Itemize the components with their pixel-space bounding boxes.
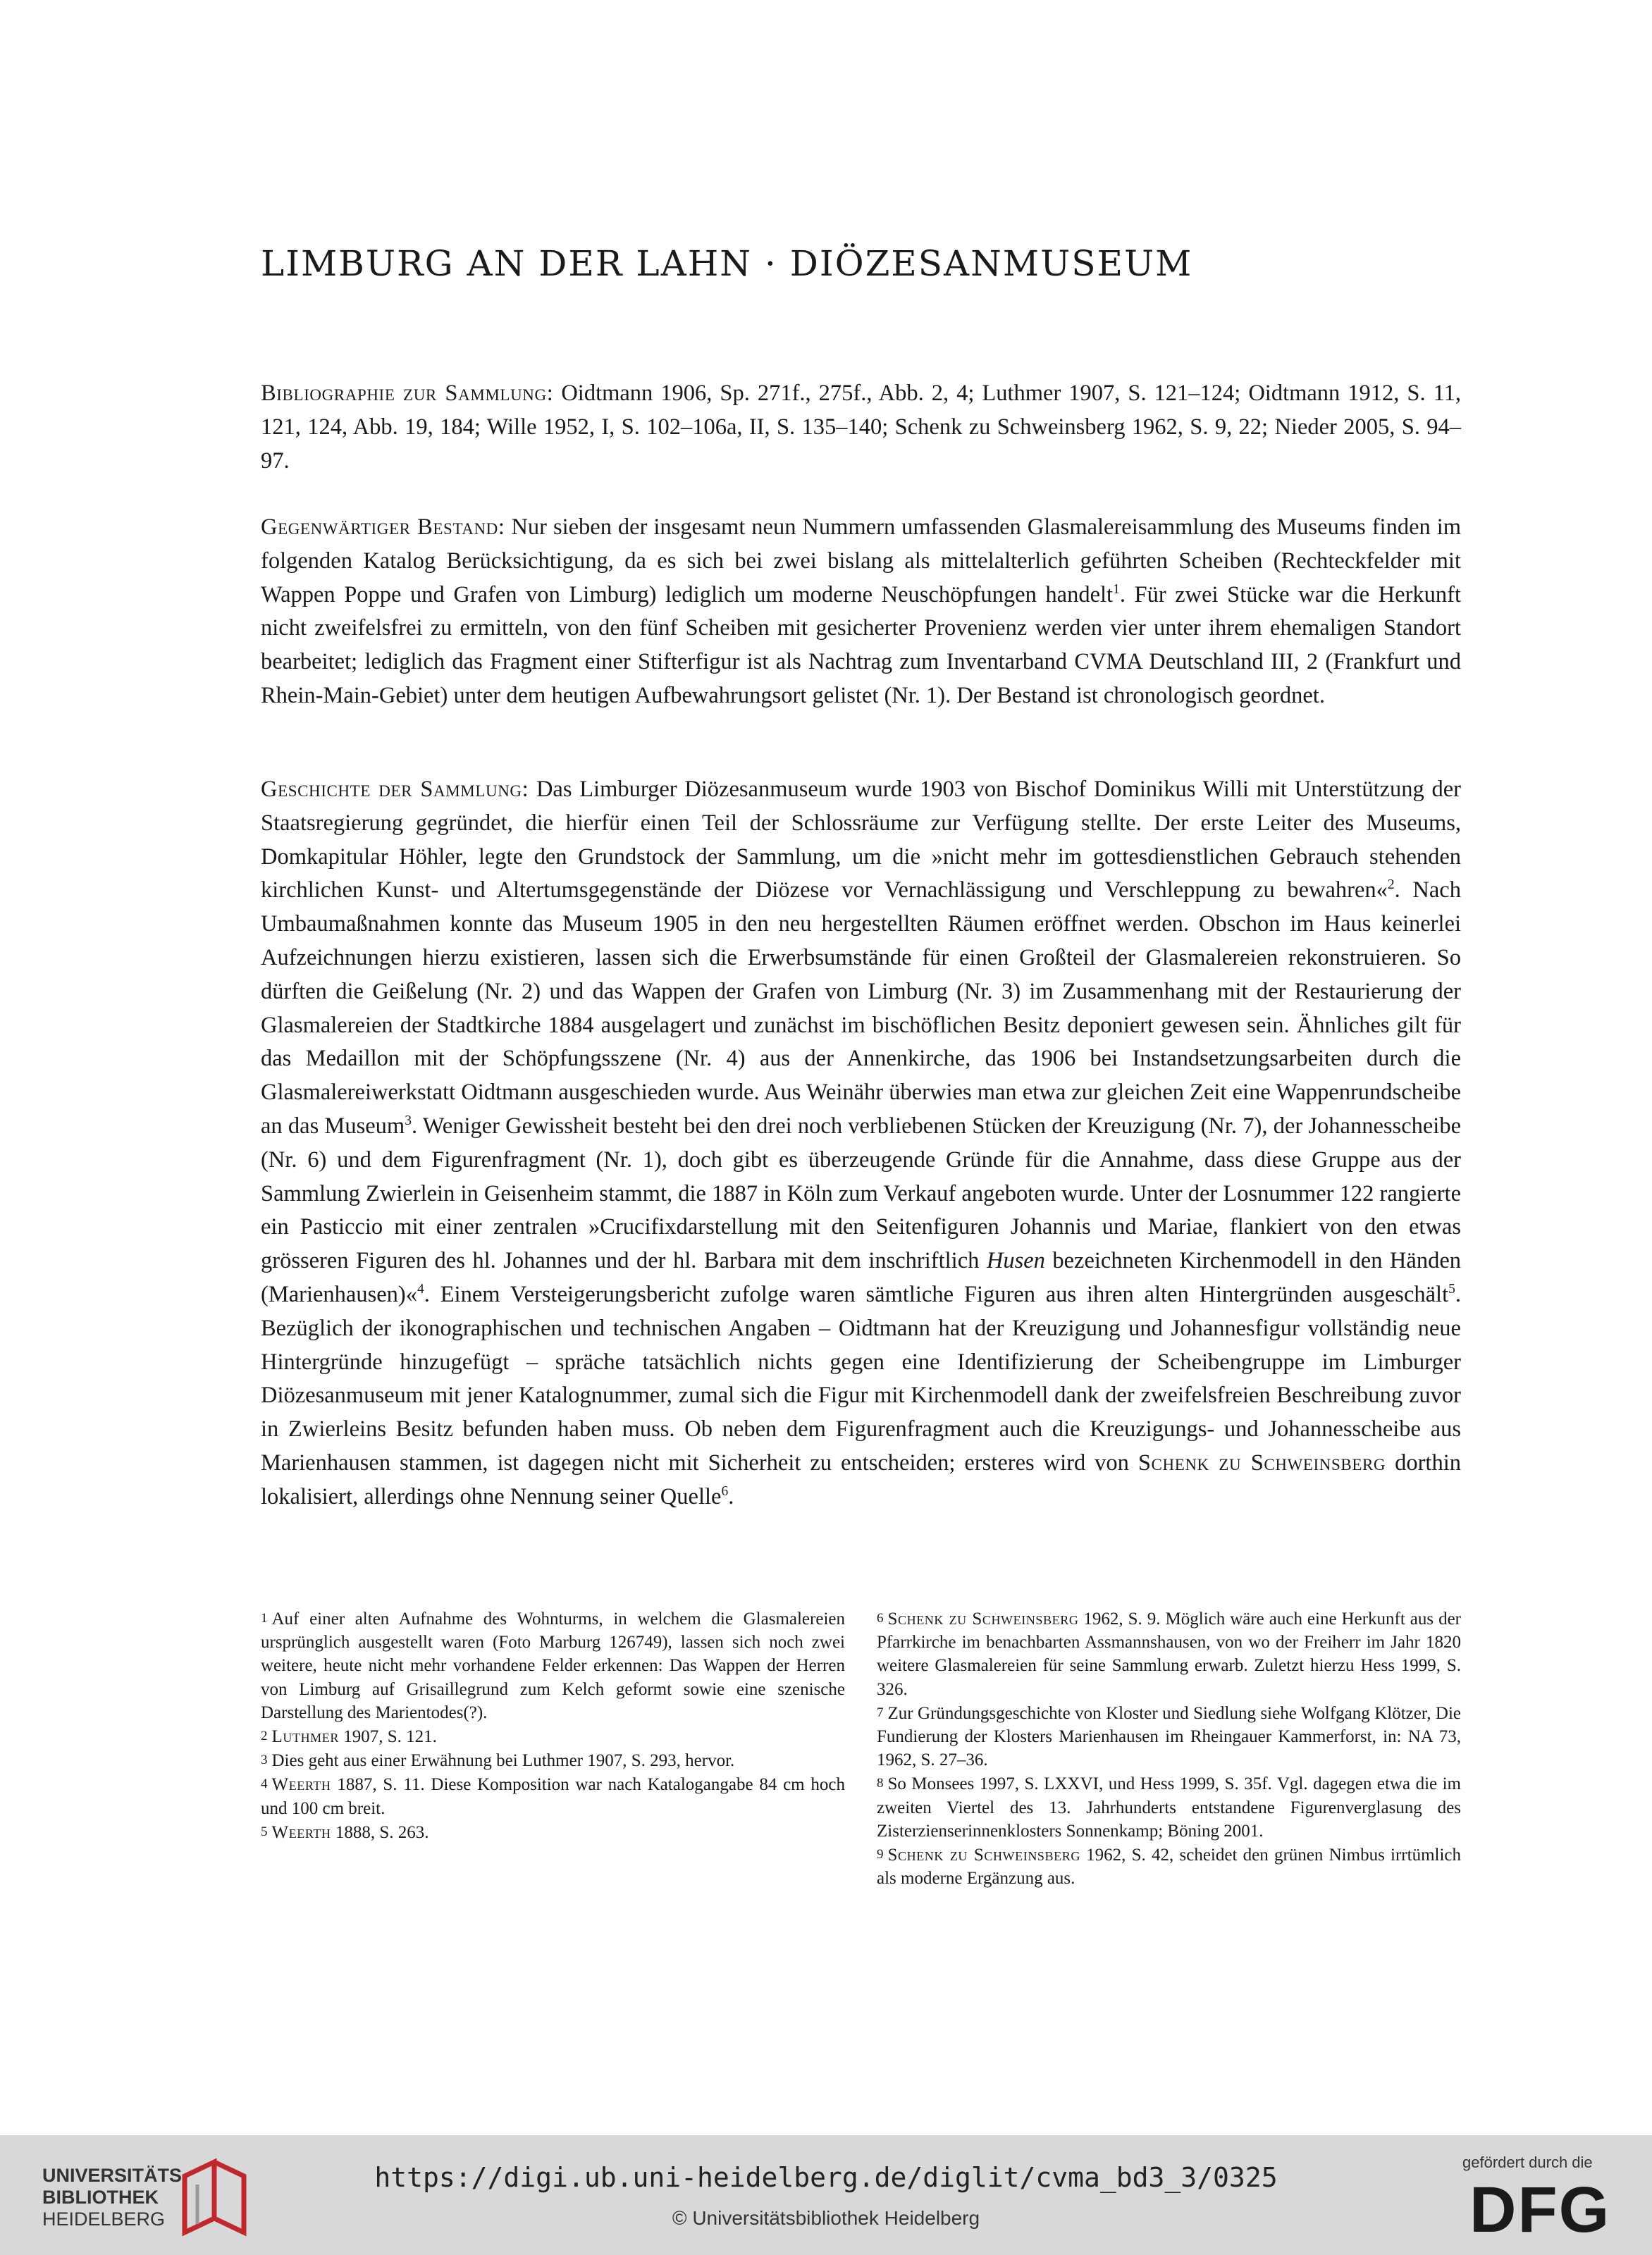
footnote-text: So Monsees 1997, S. LXXVI, und Hess 1999, S. 35f. Vgl. dagegen etwa die im zweiten Viertel des 13. Jahrhunderts entstandene Figurenverglasung des Zisterzienserinnenklosters Sonnenkamp; Böning 2001.	[877, 1774, 1461, 1841]
footnote	[877, 1843, 1461, 1890]
geschichte-text: Das Limburger Diözesanmuseum wurde 1903 von Bischof Dominikus Willi mit Unterstützung der Staatsregierung gegründet, die hierfür einen Teil der Schlossräume zur Verfügung stellte. Der erste Leiter des Museums, Domkapitular Höhler, legte den Grundstock der Sammlung, um die »nicht mehr im gottesdienstlichen Gebrauch stehenden kirchlichen Kunst- und Altertumsgegenstände der Diözese vor Vernachlässigung und Verschleppung zu bewahren«	[261, 777, 1461, 903]
footnote-ref[interactable]: 1	[1113, 581, 1120, 597]
footnote	[261, 1772, 845, 1820]
bibliography-label: Bibliographie zur Sammlung:	[261, 381, 554, 406]
footnote	[877, 1701, 1461, 1772]
footnote-number: 7	[877, 1705, 884, 1720]
footnote	[261, 1724, 845, 1748]
bibliography-text: Oidtmann 1906, Sp. 271f., 275f., Abb. 2, 4; Luthmer 1907, S. 121–124; Oidtmann 1912, S. 11, 121, 124, Abb. 19, 184; Wille 1952, I, S. 102–106a, II, S. 135–140; Schenk zu Schweinsberg 1962, S. 9, 22; Nieder 2005, S. 94–97.	[261, 381, 1461, 474]
geschichte-text: bezeichneten Kirchenmodell in den Händen (Marienhausen)«	[261, 1248, 1461, 1307]
logo-line: BIBLIOTHEK	[42, 2187, 159, 2208]
footnote-number: 5	[261, 1824, 268, 1839]
bestand-text: Nur sieben der insgesamt neun Nummern umfassenden Glasmalereisammlung des Museums finden im folgenden Katalog Berücksichtigung, da es sich bei zwei bislang als mittelalterlich geführten Scheiben (Rechteckfelder mit Wappen Poppe und Grafen von Limburg) lediglich um moderne Neuschöpfungen handelt	[261, 514, 1462, 607]
bestand-paragraph	[261, 511, 1461, 713]
footnote-text: 1962, S. 42, scheidet den grünen Nimbus irrtümlich als moderne Ergänzung aus.	[877, 1846, 1461, 1889]
document-url-link[interactable]: https://digi.ub.uni-heidelberg.de/diglit/cvma_bd3_3/0325	[374, 2162, 1278, 2193]
geschichte-paragraph	[261, 773, 1461, 1514]
footnote-text: 1907, S. 121.	[338, 1727, 437, 1747]
footnote-number: 3	[261, 1753, 268, 1768]
footnote-text: Dies geht aus einer Erwähnung bei Luthmer 1907, S. 293, hervor.	[271, 1751, 735, 1771]
bestand-text: . Für zwei Stücke war die Herkunft nicht zweifelsfrei zu ermitteln, von den fünf Scheiben mit gesicherter Provenienz werden vier unter ihrem ehemaligen Standort bearbeitet; lediglich das Fragment einer Stifterfigur ist als Nachtrag zum Inventarband CVMA Deutschland III, 2 (Frankfurt und Rhein-Main-Gebiet) unter dem heutigen Aufbewahrungsort gelistet (Nr. 1). Der Bestand ist chronologisch geordnet.	[261, 581, 1462, 708]
footnotes	[261, 1607, 1461, 1890]
footnote-text: Auf einer alten Aufnahme des Wohnturms, in welchem die Glasmalereien ursprünglich ausgestellt waren (Foto Marburg 126749), lassen sich noch zwei weitere, heute nicht mehr vorhandene Felder erkennen: Das Wappen der Herren von Limburg auf Grisaillegrund zum Kelch geformt sowie eine szenische Darstellung des Marientodes(?).	[261, 1610, 845, 1722]
geschichte-text: . Nach Umbaumaßnahmen konnte das Museum 1905 in den neu hergestellten Räumen eröffnet werden. Obschon im Haus keinerlei Aufzeichnungen hierzu existieren, lassen sich die Erwerbsumstände für einen Großteil der Glasmalereien rekonstruieren. So dürften die Geißelung (Nr. 2) und das Wappen der Grafen von Limburg (Nr. 3) im Zusammenhang mit der Restaurierung der Glasmalereien der Stadtkirche 1884 ausgelagert und zunächst im bischöflichen Besitz deponiert gewesen sein. Ähnliches gilt für das Medaillon mit der Schöpfungsszene (Nr. 4) aus der Annenkirche, das 1906 bei Instandsetzungsarbeiten durch die Glasmalereiwerkstatt Oidtmann ausgeschieden wurde. Aus Weinähr überwies man etwa zur gleichen Zeit eine Wappenrundscheibe an das Museum	[261, 877, 1461, 1139]
footnote-author: Schenk zu Schweinsberg	[887, 1610, 1079, 1629]
footnote	[877, 1772, 1461, 1843]
footnote-ref[interactable]: 2	[1387, 877, 1395, 893]
footnote-number: 9	[877, 1847, 884, 1862]
footnote-ref[interactable]: 5	[1448, 1282, 1455, 1297]
dfg-logo[interactable]: DFG	[1469, 2174, 1611, 2246]
logo-line: UNIVERSITÄTS-	[42, 2165, 189, 2186]
footnote	[261, 1748, 845, 1772]
logo-line: HEIDELBERG	[42, 2208, 166, 2230]
italic-word: Husen	[986, 1248, 1045, 1274]
geschichte-text: dorthin lokalisiert, allerdings ohne Nennung seiner Quelle	[261, 1450, 1461, 1509]
footnote-author: Weerth	[271, 1822, 331, 1842]
page-title: LIMBURG AN DER LAHN · DIÖZESANMUSEUM	[261, 243, 1193, 284]
author-name: Schenk zu Schweinsberg	[1138, 1450, 1386, 1476]
footnote-number: 4	[261, 1777, 268, 1792]
footnote-text: 1887, S. 11. Diese Komposition war nach Katalogangabe 84 cm hoch und 100 cm breit.	[261, 1775, 845, 1818]
footnote-ref[interactable]: 4	[417, 1282, 424, 1297]
footnote-ref[interactable]: 6	[721, 1483, 729, 1499]
geschichte-text: . Einem Versteigerungsbericht zufolge waren sämtliche Figuren aus ihren alten Hintergründen ausgeschält	[424, 1281, 1449, 1307]
footnote-text: 1888, S. 263.	[331, 1822, 429, 1842]
footnote-number: 1	[261, 1611, 268, 1626]
geschichte-text: .	[728, 1483, 734, 1509]
footnote	[261, 1820, 845, 1844]
geschichte-label: Geschichte der Sammlung:	[261, 777, 529, 802]
bibliography-paragraph	[261, 377, 1461, 478]
footnote-text: Zur Gründungsgeschichte von Kloster und Siedlung siehe Wolfgang Klötzer, Die Fundierung der Klosters Marienhausen im Rheingauer Kammerforst, in: NA 73, 1962, S. 27–36.	[877, 1703, 1461, 1770]
footnote-number: 2	[261, 1729, 268, 1744]
geschichte-text: . Weniger Gewissheit besteht bei den drei noch verbliebenen Stücken der Kreuzigung (Nr. 7), der Johannesscheibe (Nr. 6) und dem Figurenfragment (Nr. 1), doch gibt es überzeugende Gründe für die Annahme, dass diese Gruppe aus der Sammlung Zwierlein in Geisenheim stammt, die 1887 in Köln zum Verkauf angeboten wurde. Unter der Losnummer 122 rangierte ein Pasticcio mit einer zentralen »Crucifixdarstellung mit den Seitenfiguren Johannis und Mariae, flankiert von den etwas grösseren Figuren des hl. Johannes und der hl. Barbara mit dem inschriftlich	[261, 1113, 1462, 1274]
footnote-author: Luthmer	[271, 1727, 339, 1747]
footnote-number: 8	[877, 1776, 884, 1791]
footer-bar	[0, 2135, 1652, 2255]
footnote-author: Weerth	[271, 1775, 331, 1795]
footnote-text: 1962, S. 9. Möglich wäre auch eine Herkunft aus der Pfarrkirche im benachbarten Assmannshausen, von wo der Freiherr im Jahr 1820 weitere Glasmalereien für seine Sammlung erwarb. Zuletzt hierzu Hess 1999, S. 326.	[877, 1610, 1461, 1699]
footnote-ref[interactable]: 3	[405, 1113, 412, 1129]
copyright-text: © Universitätsbibliothek Heidelberg	[672, 2207, 980, 2229]
footnote-number: 6	[877, 1611, 884, 1626]
footnote	[877, 1607, 1461, 1701]
bestand-label: Gegenwärtiger Bestand:	[261, 514, 505, 540]
geschichte-text: . Bezüglich der ikonographischen und technischen Angaben – Oidtmann hat der Kreuzigung und Johannesfigur vollständig neue Hintergründe hinzugefügt – spräche tatsächlich nichts gegen eine Identifizierung der Scheibengruppe im Limburger Diözesanmuseum mit jener Katalognummer, zumal sich die Figur mit Kirchenmodell dank der zweifelsfreien Beschreibung zuvor in Zwierleins Besitz befunden haben muss. Ob neben dem Figurenfragment auch die Kreuzigungs- und Johannesscheibe aus Marienhausen stammen, ist dagegen nicht mit Sicherheit zu entscheiden; ersteres wird von	[261, 1281, 1461, 1476]
footnote	[261, 1607, 845, 1724]
footnote-author: Schenk zu Schweinsberg	[887, 1846, 1080, 1865]
dfg-label: gefördert durch die	[1462, 2154, 1593, 2171]
